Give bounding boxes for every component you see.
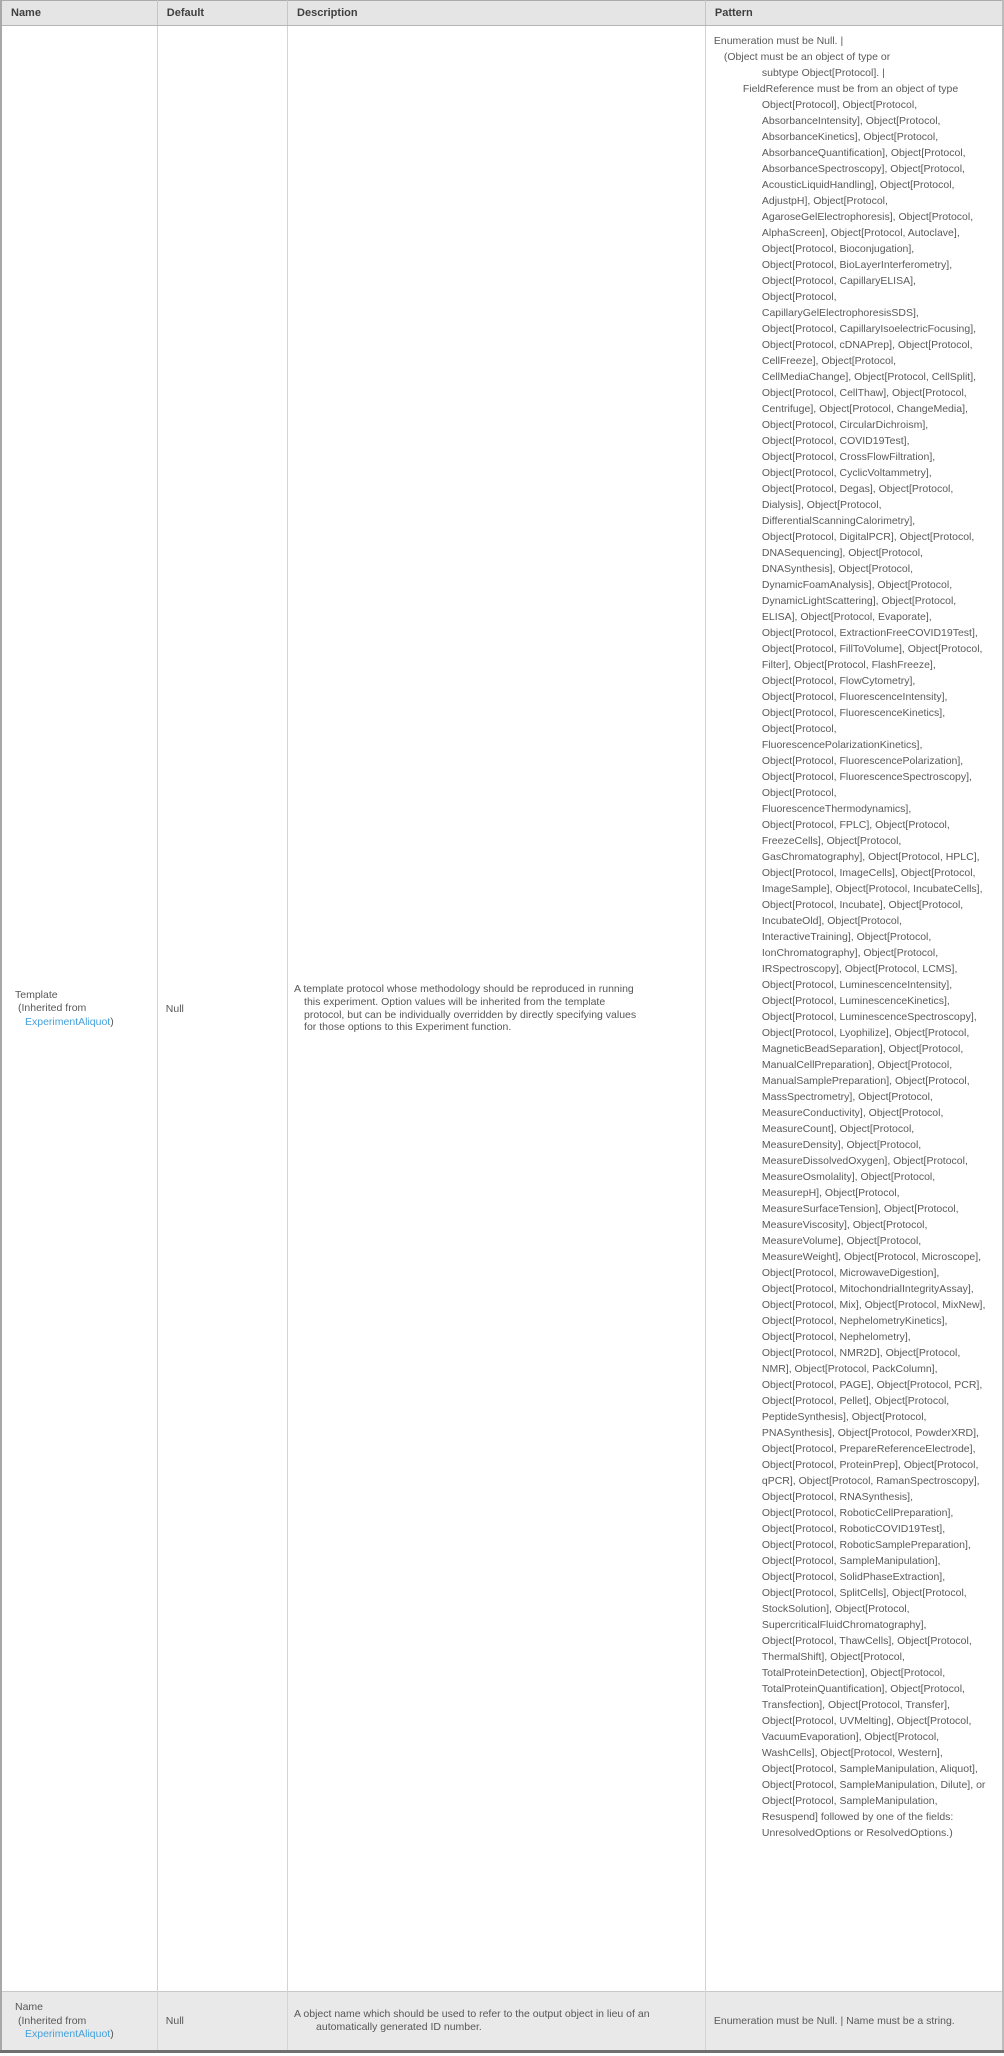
table-row-name (1, 1992, 1003, 2052)
name-description-cell (288, 1992, 706, 2052)
column-header-pattern: Pattern (705, 1, 1003, 26)
experiment-aliquot-link[interactable]: ExperimentAliquot (25, 1015, 111, 1028)
experiment-aliquot-link[interactable]: ExperimentAliquot (25, 2028, 111, 2041)
column-header-name: Name (1, 1, 157, 26)
column-header-default: Default (157, 1, 287, 26)
option-name: Template (15, 988, 58, 1001)
pattern-object-clause-b: subtype Object[Protocol]. | (761, 67, 885, 79)
default-value: Null (165, 2015, 184, 2027)
header-row (1, 1, 1003, 26)
inherited-from-label: (Inherited from (18, 1002, 87, 1015)
template-pattern-cell (705, 26, 1003, 1992)
table-row-template (1, 26, 1003, 1992)
name-pattern-cell (705, 1992, 1003, 2052)
description-text: A template protocol whose methodology should be reproduced in running this experiment. Option values will be inherited from the template protocol, but can be individually overridden by directly specifying values for those options to this Experiment function. (294, 983, 637, 1034)
pattern-enumeration-clause: Enumeration must be Null. | (713, 35, 844, 47)
default-value: Null (165, 1002, 184, 1015)
option-name: Name (15, 2001, 44, 2014)
inherited-close-paren: ) (110, 2028, 114, 2041)
template-default-cell (157, 26, 287, 1992)
inherited-close-paren: ) (110, 1015, 114, 1028)
column-header-description: Description (288, 1, 706, 26)
pattern-object-clause-a: (Object must be an object of type or (723, 51, 891, 63)
name-default-cell (157, 1992, 287, 2052)
name-name-cell (1, 1992, 157, 2052)
template-name-cell (1, 26, 157, 1992)
pattern-field-reference-clause: FieldReference must be from an object of type (742, 83, 959, 95)
template-description-cell (288, 26, 706, 1992)
inherited-from-label: (Inherited from (18, 2014, 87, 2027)
description-text: A object name which should be used to refer to the output object in lieu of an automatically generated ID number. (294, 2008, 650, 2033)
pattern-text: Enumeration must be Null. | Name must be a string. (713, 2015, 955, 2027)
pattern-object-types: Object[Protocol], Object[Protocol, AbsorbanceIntensity], Object[Protocol, AbsorbanceKinetics], Object[Protocol, AbsorbanceQuantification], Object[Protocol, AbsorbanceSpectroscopy], Object[Protocol, AcousticLiquidHandling], Object[Protocol, AdjustpH], Object[Protocol, AgaroseGelElectrophoresis], Object[Protocol, AlphaScreen], Object[Protocol, Autoclave], Object[Protocol, Bioconjugation], Object[Protocol, BioLayerInterferometry], Object[Protocol, CapillaryELISA], Object[Protocol, CapillaryGelElectrophoresisSDS], Object[Protocol, CapillaryIsoelectricFocusing], Object[Protocol, cDNAPrep], Object[Protocol, CellFreeze], Object[Protocol, CellMediaChange], Object[Protocol, CellSplit], Object[Protocol, CellThaw], Object[Protocol, Centrifuge], Object[Protocol, ChangeMedia], Object[Protocol, CircularDichroism], Object[Protocol, COVID19Test], Object[Protocol, CrossFlowFiltration], Object[Protocol, CyclicVoltammetry], Object[Protocol, Degas], Object[Protocol, Dialysis], Object[Protocol, DifferentialScanningCalorimetry], Object[Protocol, DigitalPCR], Object[Protocol, DNASequencing], Object[Protocol, DNASynthesis], Object[Protocol, DynamicFoamAnalysis], Object[Protocol, DynamicLightScattering], Object[Protocol, ELISA], Object[Protocol, Evaporate], Object[Protocol, ExtractionFreeCOVID19Test], Object[Protocol, FillToVolume], Object[Protocol, Filter], Object[Protocol, FlashFreeze], Object[Protocol, FlowCytometry], Object[Protocol, FluorescenceIntensity], Object[Protocol, FluorescenceKinetics], Object[Protocol, FluorescencePolarizationKinetics], Object[Protocol, FluorescencePolarization], Object[Protocol, FluorescenceSpectroscopy], Object[Protocol, FluorescenceThermodynamics], Object[Protocol, FPLC], Object[Protocol, FreezeCells], Object[Protocol, GasChromatography], Object[Protocol, HPLC], Object[Protocol, ImageCells], Object[Protocol, ImageSample], Object[Protocol, IncubateCells], Object[Protocol, Incubate], Object[Protocol, IncubateOld], Object[Protocol, InteractiveTraining], Object[Protocol, IonChromatography], Object[Protocol, IRSpectroscopy], Object[Protocol, LCMS], Object[Protocol, LuminescenceIntensity], Object[Protocol, LuminescenceKinetics], Object[Protocol, LuminescenceSpectroscopy], Object[Protocol, Lyophilize], Object[Protocol, MagneticBeadSeparation], Object[Protocol, ManualCellPreparation], Object[Protocol, ManualSamplePreparation], Object[Protocol, MassSpectrometry], Object[Protocol, MeasureConductivity], Object[Protocol, MeasureCount], Object[Protocol, MeasureDensity], Object[Protocol, MeasureDissolvedOxygen], Object[Protocol, MeasureOsmolality], Object[Protocol, MeasurepH], Object[Protocol, MeasureSurfaceTension], Object[Protocol, MeasureViscosity], Object[Protocol, MeasureVolume], Object[Protocol, MeasureWeight], Object[Protocol, Microscope], Object[Protocol, MicrowaveDigestion], Object[Protocol, MitochondrialIntegrityAssay], Object[Protocol, Mix], Object[Protocol, MixNew], Object[Protocol, NephelometryKinetics], Object[Protocol, Nephelometry], Object[Protocol, NMR2D], Object[Protocol, NMR], Object[Protocol, PackColumn], Object[Protocol, PAGE], Object[Protocol, PCR], Object[Protocol, Pellet], Object[Protocol, PeptideSynthesis], Object[Protocol, PNASynthesis], Object[Protocol, PowderXRD], Object[Protocol, PrepareReferenceElectrode], Object[Protocol, ProteinPrep], Object[Protocol, qPCR], Object[Protocol, RamanSpectroscopy], Object[Protocol, RNASynthesis], Object[Protocol, RoboticCellPreparation], Object[Protocol, RoboticCOVID19Test], Object[Protocol, RoboticSamplePreparation], Object[Protocol, SampleManipulation], Object[Protocol, SolidPhaseExtraction], Object[Protocol, SplitCells], Object[Protocol, StockSolution], Object[Protocol, SupercriticalFluidChromatography], Object[Protocol, ThawCells], Object[Protocol, ThermalShift], Object[Protocol, TotalProteinDetection], Object[Protocol, TotalProteinQuantification], Object[Protocol, Transfection], Object[Protocol, Transfer], Object[Protocol, UVMelting], Object[Protocol, VacuumEvaporation], Object[Protocol, WashCells], Object[Protocol, Western], Object[Protocol, SampleManipulation, Aliquot], Object[Protocol, SampleManipulation, Dilute], or Object[Protocol, SampleManipulation, Resuspend] followed by one of the fields: UnresolvedOptions or ResolvedOptions.) (761, 99, 986, 1839)
